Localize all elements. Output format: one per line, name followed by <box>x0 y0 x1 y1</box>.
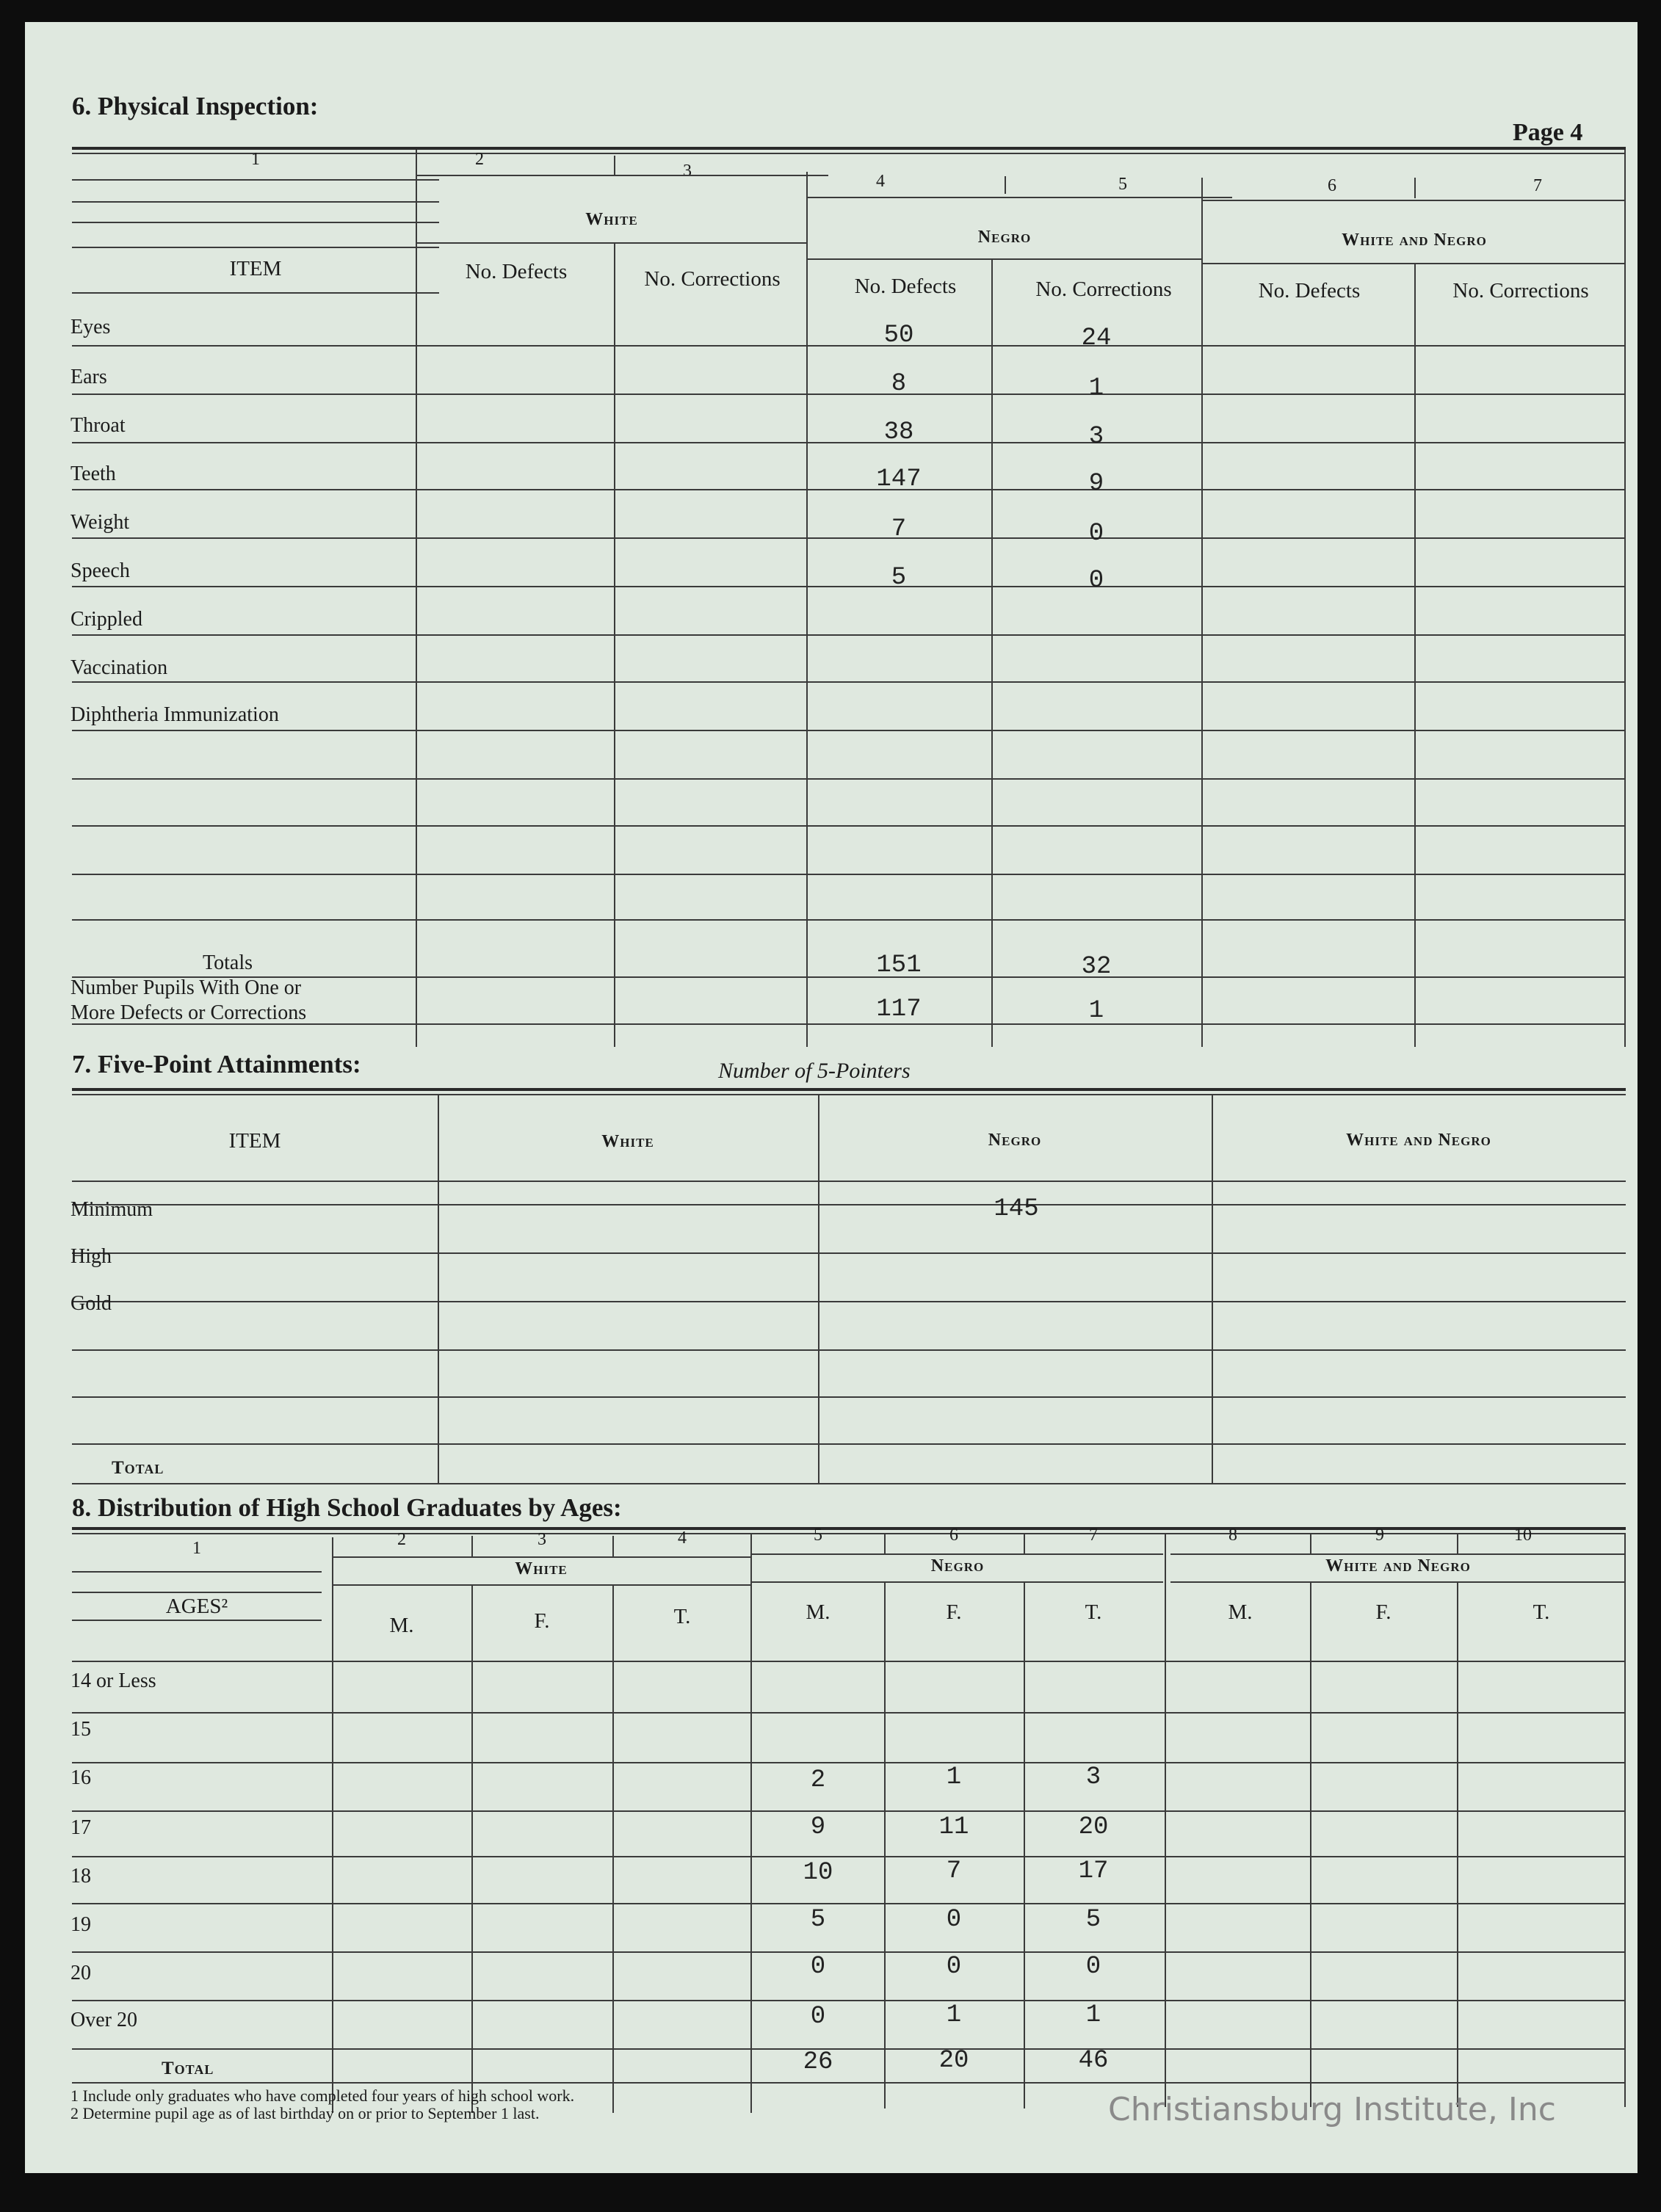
row-label-high: High <box>70 1245 112 1268</box>
group-header-white-and-negro: White and Negro <box>1325 1556 1471 1575</box>
header-no-defects: No. Defects <box>1258 279 1361 302</box>
age-label-17: 17 <box>70 1816 91 1839</box>
row-label-ears: Ears <box>70 366 107 388</box>
rule <box>72 292 439 294</box>
col-number: 4 <box>678 1529 687 1548</box>
col-line <box>1414 263 1416 1047</box>
row-label-diphtheria: Diphtheria Immunization <box>70 703 279 726</box>
row-line <box>72 919 1626 921</box>
negro-defects-teeth: 147 <box>876 465 922 493</box>
rule <box>1170 1553 1626 1555</box>
col-line <box>614 156 615 175</box>
col-number: 9 <box>1375 1526 1384 1545</box>
watermark-text: Christiansburg Institute, Inc <box>1108 2091 1556 2128</box>
negro-m-19: 5 <box>810 1906 826 1934</box>
negro-f-20: 0 <box>946 1953 962 1981</box>
negro-corrections-weight: 0 <box>1088 520 1104 548</box>
ages-header: AGES² <box>165 1595 228 1618</box>
col-number: 3 <box>538 1530 546 1549</box>
col-line <box>612 1586 614 2113</box>
five-pointers-subtitle: Number of 5-Pointers <box>718 1059 911 1083</box>
rule <box>332 1584 750 1586</box>
group-header-negro: Negro <box>930 1556 985 1575</box>
header-both-male: M. <box>1228 1600 1253 1624</box>
totals-label: Totals <box>203 951 253 974</box>
negro-t-20: 0 <box>1085 1953 1101 1981</box>
col-number: 10 <box>1514 1526 1532 1545</box>
group-header-white: White <box>515 1559 568 1578</box>
header-white-male: M. <box>389 1614 414 1637</box>
negro-m-20: 0 <box>810 1953 826 1981</box>
negro-minimum: 145 <box>994 1195 1039 1223</box>
col-line <box>471 1586 473 2113</box>
row-label-crippled: Crippled <box>70 608 142 631</box>
col-number: 2 <box>475 150 484 169</box>
pupils-label-line2: More Defects or Corrections <box>70 1001 307 1024</box>
age-label-over-20: Over 20 <box>70 2009 137 2031</box>
row-line <box>72 1301 1626 1302</box>
header-negro-female: F. <box>946 1600 962 1624</box>
rule <box>752 1553 1163 1555</box>
negro-t-18: 17 <box>1078 1857 1109 1885</box>
row-label-gold: Gold <box>70 1292 112 1315</box>
form-page <box>25 22 1638 2173</box>
col-number: 4 <box>876 172 885 191</box>
rule <box>1170 1581 1626 1583</box>
col-line <box>332 1537 333 2113</box>
rule <box>72 179 439 181</box>
negro-defects-throat: 38 <box>883 418 914 446</box>
col-number: 6 <box>1328 176 1336 195</box>
col-number: 1 <box>251 150 260 169</box>
row-line <box>72 1483 1626 1484</box>
col-number: 8 <box>1228 1526 1237 1545</box>
negro-t-16: 3 <box>1085 1763 1101 1791</box>
rule <box>1203 200 1626 201</box>
negro-t-over-20: 1 <box>1085 2001 1101 2029</box>
item-header: ITEM <box>229 257 282 280</box>
group-header-negro: Negro <box>988 1131 1042 1150</box>
total-label: Total <box>162 2059 214 2078</box>
col-number: 5 <box>1118 175 1127 194</box>
col-line <box>806 172 808 1047</box>
negro-f-16: 1 <box>946 1763 962 1791</box>
negro-t-total: 46 <box>1078 2047 1109 2075</box>
rule <box>72 1571 322 1573</box>
col-line <box>471 1536 473 1556</box>
row-line <box>72 1396 1626 1398</box>
footnote-1: 1 Include only graduates who have completed four years of high school work. <box>70 2086 575 2105</box>
negro-defects-speech: 5 <box>891 564 907 592</box>
col-line <box>1624 150 1626 1047</box>
row-line <box>72 1903 1626 1904</box>
col-line <box>1005 176 1006 194</box>
rule <box>806 197 1232 198</box>
row-label-vaccination: Vaccination <box>70 656 168 679</box>
negro-f-17: 11 <box>938 1813 969 1841</box>
rule <box>806 258 1203 260</box>
age-label-20: 20 <box>70 1962 91 1984</box>
rule <box>72 1620 322 1621</box>
pupils-label-line1: Number Pupils With One or <box>70 976 302 999</box>
row-line <box>72 2082 1626 2084</box>
row-line <box>72 1349 1626 1351</box>
age-label-19: 19 <box>70 1913 91 1936</box>
negro-t-19: 5 <box>1085 1906 1101 1934</box>
rule <box>72 247 439 248</box>
footnote-2: 2 Determine pupil age as of last birthday on or prior to September 1 last. <box>70 2104 540 2122</box>
negro-m-18: 10 <box>803 1859 833 1887</box>
rule <box>332 1556 750 1558</box>
col-number: 7 <box>1533 176 1542 195</box>
row-label-minimum: Minimum <box>70 1198 153 1221</box>
page-number: Page 4 <box>1513 119 1583 146</box>
item-header: ITEM <box>228 1129 281 1153</box>
negro-corrections-total: 32 <box>1081 953 1112 981</box>
col-line <box>884 1534 886 1553</box>
row-line <box>72 825 1626 827</box>
rule <box>72 1094 1626 1095</box>
group-header-negro: Negro <box>977 228 1032 247</box>
header-no-corrections: No. Corrections <box>1035 278 1172 301</box>
header-both-total: T. <box>1532 1600 1550 1624</box>
rule <box>752 1581 1163 1583</box>
col-line <box>1201 178 1203 1047</box>
negro-m-over-20: 0 <box>810 2003 826 2031</box>
row-line <box>72 1712 1626 1714</box>
row-line <box>72 2000 1626 2001</box>
negro-defects-total: 151 <box>876 951 922 979</box>
col-line <box>1212 1095 1213 1483</box>
group-header-white: White <box>585 210 638 229</box>
row-label-throat: Throat <box>70 414 126 437</box>
row-line <box>72 1204 1626 1205</box>
col-number: 6 <box>949 1526 958 1545</box>
col-line <box>818 1095 819 1483</box>
negro-t-17: 20 <box>1078 1813 1109 1841</box>
row-line <box>72 730 1626 731</box>
col-line <box>1310 1534 1311 1553</box>
col-line <box>1624 1534 1626 2107</box>
header-white-female: F. <box>534 1609 550 1633</box>
negro-corrections-speech: 0 <box>1088 567 1104 595</box>
col-number: 3 <box>683 162 692 181</box>
col-number: 1 <box>192 1539 201 1558</box>
age-label-16: 16 <box>70 1766 91 1789</box>
header-both-female: F. <box>1375 1600 1392 1624</box>
col-line <box>1165 1534 1166 2107</box>
row-label-speech: Speech <box>70 559 130 582</box>
rule <box>72 222 439 223</box>
negro-corrections-throat: 3 <box>1088 423 1104 451</box>
age-label-15: 15 <box>70 1718 91 1741</box>
section-7-title: 7. Five-Point Attainments: <box>72 1050 361 1078</box>
row-line <box>72 634 1626 636</box>
group-header-white: White <box>601 1132 654 1151</box>
header-no-corrections: No. Corrections <box>644 267 781 291</box>
negro-f-over-20: 1 <box>946 2001 962 2029</box>
rule <box>72 201 439 203</box>
row-label-eyes: Eyes <box>70 316 111 338</box>
negro-f-19: 0 <box>946 1906 962 1934</box>
col-number: 2 <box>397 1530 406 1549</box>
negro-defects-pupils: 117 <box>876 996 922 1023</box>
negro-defects-weight: 7 <box>891 515 907 543</box>
row-line <box>72 681 1626 683</box>
negro-corrections-ears: 1 <box>1088 374 1104 402</box>
col-line <box>1024 1534 1025 1553</box>
header-white-total: T. <box>673 1605 691 1628</box>
rule <box>417 175 828 176</box>
row-line <box>72 1181 1626 1182</box>
negro-corrections-pupils: 1 <box>1088 997 1104 1025</box>
row-line <box>72 1856 1626 1857</box>
group-header-white-and-negro: White and Negro <box>1342 231 1487 250</box>
row-label-teeth: Teeth <box>70 463 116 485</box>
row-line <box>72 1810 1626 1812</box>
header-no-defects: No. Defects <box>854 275 957 298</box>
negro-defects-eyes: 50 <box>883 322 914 349</box>
negro-m-16: 2 <box>810 1766 826 1794</box>
row-line <box>72 1762 1626 1763</box>
rule <box>417 242 806 244</box>
section-8-title: 8. Distribution of High School Graduates by Ages: <box>72 1493 622 1522</box>
row-line <box>72 1443 1626 1445</box>
section-6-title: 6. Physical Inspection: <box>72 92 319 120</box>
row-line <box>72 874 1626 875</box>
negro-corrections-eyes: 24 <box>1081 324 1112 352</box>
row-line <box>72 1252 1626 1254</box>
col-line <box>1414 178 1416 198</box>
col-line <box>416 150 417 1047</box>
rule <box>72 1088 1626 1091</box>
negro-defects-ears: 8 <box>891 370 907 398</box>
age-label-18: 18 <box>70 1865 91 1888</box>
row-line <box>72 778 1626 780</box>
col-number: 5 <box>814 1526 822 1545</box>
col-line <box>612 1536 614 1556</box>
col-number: 7 <box>1089 1526 1098 1545</box>
negro-f-total: 20 <box>938 2047 969 2075</box>
age-label-14-or-less: 14 or Less <box>70 1669 156 1692</box>
col-line <box>438 1095 439 1483</box>
group-header-white-and-negro: White and Negro <box>1346 1131 1491 1150</box>
total-label: Total <box>112 1458 164 1478</box>
row-line <box>72 1661 1626 1662</box>
negro-corrections-teeth: 9 <box>1088 470 1104 498</box>
header-negro-male: M. <box>806 1600 830 1624</box>
negro-f-18: 7 <box>946 1857 962 1885</box>
col-line <box>1457 1534 1458 1553</box>
header-no-defects: No. Defects <box>465 260 568 283</box>
rule <box>72 1592 322 1593</box>
negro-m-total: 26 <box>803 2048 833 2076</box>
negro-m-17: 9 <box>810 1813 826 1841</box>
col-line <box>614 242 615 1047</box>
row-label-weight: Weight <box>70 511 130 534</box>
header-no-corrections: No. Corrections <box>1452 279 1589 302</box>
header-negro-total: T. <box>1085 1600 1102 1624</box>
